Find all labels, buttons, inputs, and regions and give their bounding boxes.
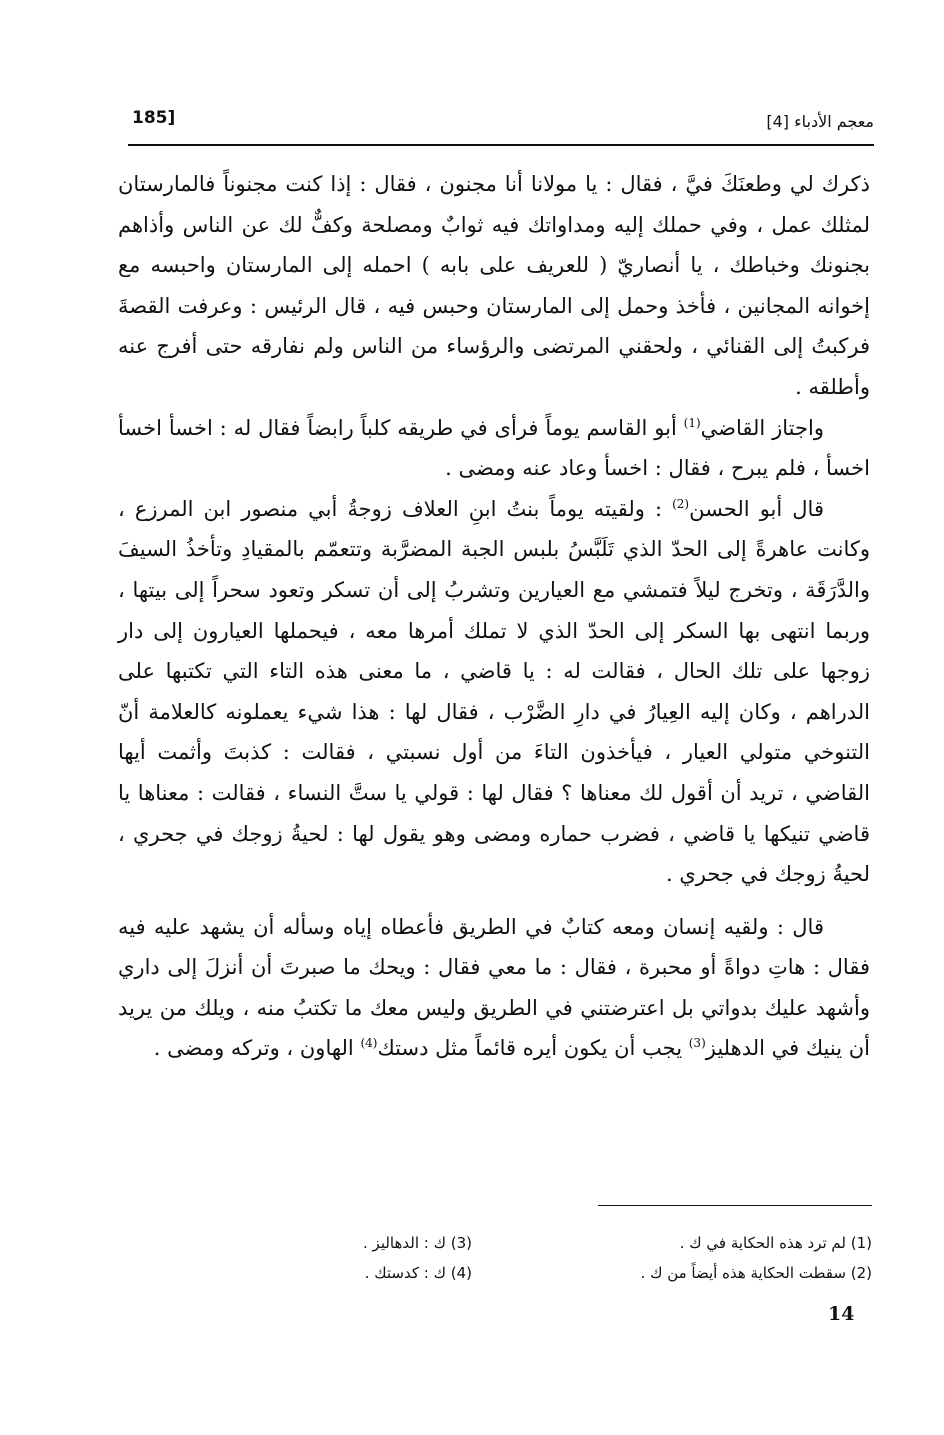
footnote-ref-3: (3) — [688, 1036, 706, 1051]
footer-page-number: 14 — [828, 1303, 855, 1325]
paragraph-3-part-a: قال أبو الحسن — [689, 496, 824, 521]
paragraph-3-part-b: : ولقيته يوماً بنتُ ابنِ العلاف زوجةُ أبي منصور ابن المرزع ، وكانت عاهرةً إلى الحدّ الذي تَلَبَّسُ بلبس الجبة المضرَّبة وتتعمّم بالمقيادِ وتأخذُ السيفَ والدَّرَقَة ، وتخرج ليلاً فتمشي مع العيارين وتشربُ إلى أن تسكر وتعود سحراً إلى بيتها ، وربما انتهى بها السكر إلى الحدّ الذي لا تملك أمرها معه ، فيحملها العيارون إلى دار زوجها على تلك الحال ، فقالت له : يا قاضي ، ما معنى هذه التاء التي تكتبها على الدراهم ، وكان إليه العِيارُ في دارِ الضَّرْب ، فقال لها : هذا شيء يعملونه كالعلامة أنّ التنوخي متولي العيار ، فيأخذون التاءَ من أول نسبتي ، فقالت : كذبتَ وأثمت أيها القاضي ، تريد أن أقول لك معناها ؟ فقال لها : قولي يا ستَّ النساء ، فقالت : معناها يا قاضي تنيكها يا قاضي ، فضرب حماره ومضى وهو يقول لها : لحيةُ زوجك في جحري ، لحيةُ زوجك في جحري . — [118, 496, 870, 887]
paragraph-4-part-a: قال : ولقيه إنسان ومعه كتابٌ في الطريق فأعطاه إياه وسأله أن يشهد عليه فيه فقال : هاتِ دواةً أو محبرة ، فقال : ما معي فقال : ويحك ما صبرتَ أن أنزلَ إلى داري وأشهد عليك بدواتي بل اعترضتني في الطريق وليس معك ما تكتبُ منه ، ويلك من يريد أن ينيك في الدهليز — [118, 914, 870, 1061]
paragraph-1: ذكرك لي وطعنَكَ فيَّ ، فقال : يا مولانا أنا مجنون ، فقال : إذا كنت مجنوناً فالمارستان لمثلك عمل ، وفي حملك إليه ومداواتك فيه ثوابٌ ومصلحة وكفٌّ لك عن الناس وأذاهم بجنونك وخباطك ، يا أنصاريّ ( للعريف على بابه ) احمله إلى المارستان واحبسه مع إخوانه المجانين ، فأخذ وحمل إلى المارستان وحبس فيه ، قال الرئيس : وعرفت القصةَ فركبتُ إلى القنائي ، ولحقني المرتضى والرؤساء من الناس ولم نفارقه حتى أفرج عنه وأطلقه . — [118, 172, 870, 399]
footnote-divider — [598, 1205, 872, 1206]
footnote-4: (4) ك : كدستك . — [364, 1264, 472, 1282]
page-header — [128, 104, 874, 146]
paragraph-2-part-b: أبو القاسم يوماً فرأى في طريقه كلباً رابضاً فقال له : اخسأ اخسأ اخسأ ، فلم يبرح ، فقال : اخسأ وعاد عنه ومضى . — [118, 415, 870, 481]
paragraph-4-part-b: يجب أن يكون أيره قائماً مثل دستك — [377, 1036, 689, 1061]
footnote-ref-1: (1) — [683, 415, 701, 430]
header-page-number: 185] — [132, 108, 176, 128]
running-title: معجم الأدباء [4] — [766, 112, 874, 131]
footnote-3: (3) ك : الدهاليز . — [363, 1234, 472, 1252]
main-text — [118, 164, 870, 1069]
paragraph-2 — [118, 408, 870, 489]
footnote-ref-2: (2) — [672, 496, 690, 511]
footnotes-column-right — [592, 1228, 872, 1288]
footnote-2: (2) سقطت الحكاية هذه أيضاً من ك . — [640, 1264, 872, 1282]
footnote-1: (1) لم ترد هذه الحكاية في ك . — [679, 1234, 872, 1252]
paragraph-4-part-c: الهاون ، وتركه ومضى . — [153, 1036, 361, 1061]
paragraph-3 — [118, 489, 870, 895]
footnotes-column-left — [322, 1228, 472, 1288]
footnotes — [330, 1228, 872, 1298]
paragraph-4 — [118, 907, 870, 1069]
footnote-ref-4: (4) — [360, 1036, 378, 1051]
paragraph-2-part-a: واجتاز القاضي — [700, 415, 824, 440]
